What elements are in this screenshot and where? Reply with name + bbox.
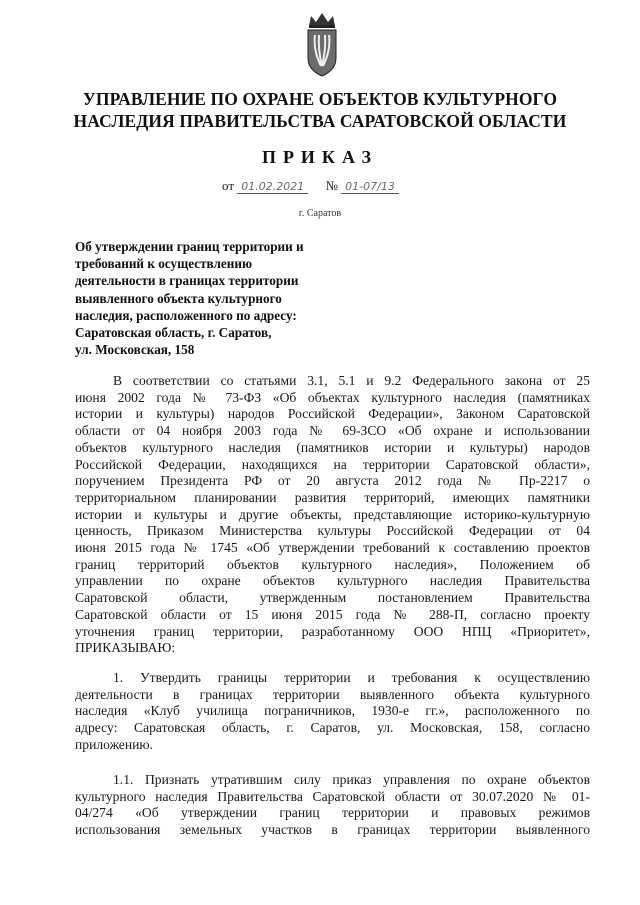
- org-line: НАСЛЕДИЯ ПРАВИТЕЛЬСТВА САРАТОВСКОЙ ОБЛАСТИ: [73, 111, 567, 131]
- text-line: области от 04 ноября 2003 года № 69-ЗСО «Об охране и использовании: [75, 423, 590, 439]
- preamble-paragraph: [75, 373, 590, 657]
- text-line: 04/274 «Об утверждении границ территории и правовых режимов: [75, 805, 590, 821]
- subject-line: наследия, расположенного по адресу:: [75, 307, 297, 323]
- text-line: поручением Президента РФ от 20 августа 2012 года № Пр-2217 о: [75, 473, 590, 489]
- date-prefix: от: [222, 178, 235, 193]
- subject-line: Об утверждении границ территории и: [75, 239, 304, 254]
- subject-line: выявленного объекта культурного: [75, 290, 282, 306]
- handwritten-number: 01-07/13: [341, 180, 399, 194]
- text-line: ПРИКАЗЫВАЮ:: [75, 640, 176, 656]
- text-line: управлении по охране объектов культурного наследия Правительства: [75, 573, 590, 589]
- text-line: приложению.: [75, 736, 153, 752]
- subject-line: деятельности в границах территории: [75, 273, 299, 289]
- handwritten-date: 01.02.2021: [237, 180, 308, 194]
- organization-name: [60, 88, 580, 132]
- text-line: культурного наследия Правительства Саратовской области от 30.07.2020 № 01-: [75, 788, 590, 804]
- text-line: наследия «Клуб училища пограничников, 1930-е гг.», расположенного по: [75, 703, 590, 719]
- text-line: Саратовской области, утвержденным постановлением Правительства: [75, 590, 590, 606]
- text-line: июня 2015 года № 1745 «Об утверждении требований к составлению проектов: [75, 540, 590, 556]
- text-line: истории и культуры и другие объекты, представляющие историко-культурную: [75, 506, 590, 522]
- text-line: территориальном планировании развития территорий, имеющих памятники: [75, 489, 590, 505]
- text-line: 1.1. Признать утратившим силу приказ управления по охране объектов: [113, 772, 590, 787]
- text-line: Саратовской области от 15 июня 2015 года № 288-П, согласно проекту: [75, 606, 590, 622]
- text-line: 1. Утвердить границы территории и требования к осуществлению: [113, 670, 590, 685]
- text-line: границ территорий объектов культурного наследия», Положением об: [75, 556, 590, 572]
- text-line: использования земельных участков в границах территории выявленного: [75, 822, 590, 838]
- text-line: ценность, Приказом Министерства культуры Российской Федерации от 04: [75, 523, 590, 539]
- subject-line: ул. Московская, 158: [75, 342, 195, 358]
- subject-line: Саратовская область, г. Саратов,: [75, 325, 272, 341]
- document-title: ПРИКАЗ: [261, 147, 379, 167]
- org-line: УПРАВЛЕНИЕ ПО ОХРАНЕ ОБЪЕКТОВ КУЛЬТУРНОГО: [82, 89, 558, 109]
- text-line: адресу: Саратовская область, г. Саратов, ул. Московская, 158, согласно: [75, 720, 590, 736]
- text-line: В соответствии со статьями 3.1, 5.1 и 9.2 Федерального закона от 25: [113, 373, 590, 388]
- subject-line: требований к осуществлению: [75, 256, 253, 272]
- clause-1-1: [75, 772, 590, 839]
- text-line: деятельности в границах территории выявленного объекта культурного: [75, 686, 590, 702]
- text-line: объектов культурного наследия (памятников истории и культуры) народов: [75, 439, 590, 455]
- order-subject: [75, 238, 375, 358]
- clause-1: [75, 670, 590, 754]
- saratov-coat-of-arms-icon: [301, 10, 343, 80]
- order-date-number-line: [222, 178, 399, 194]
- number-prefix: №: [325, 178, 338, 193]
- text-line: Российской Федерации, находящихся на территории Саратовской области»,: [75, 456, 590, 472]
- text-line: июня 2002 года № 73-ФЗ «Об объектах культурного наследия (памятниках: [75, 389, 590, 405]
- text-line: уточнения границ территории, разработанному ООО НПЦ «Приоритет»,: [75, 623, 590, 639]
- text-line: истории и культуры) народов Российской Федерации», Законом Саратовской: [75, 406, 590, 422]
- city-label: г. Саратов: [298, 208, 342, 219]
